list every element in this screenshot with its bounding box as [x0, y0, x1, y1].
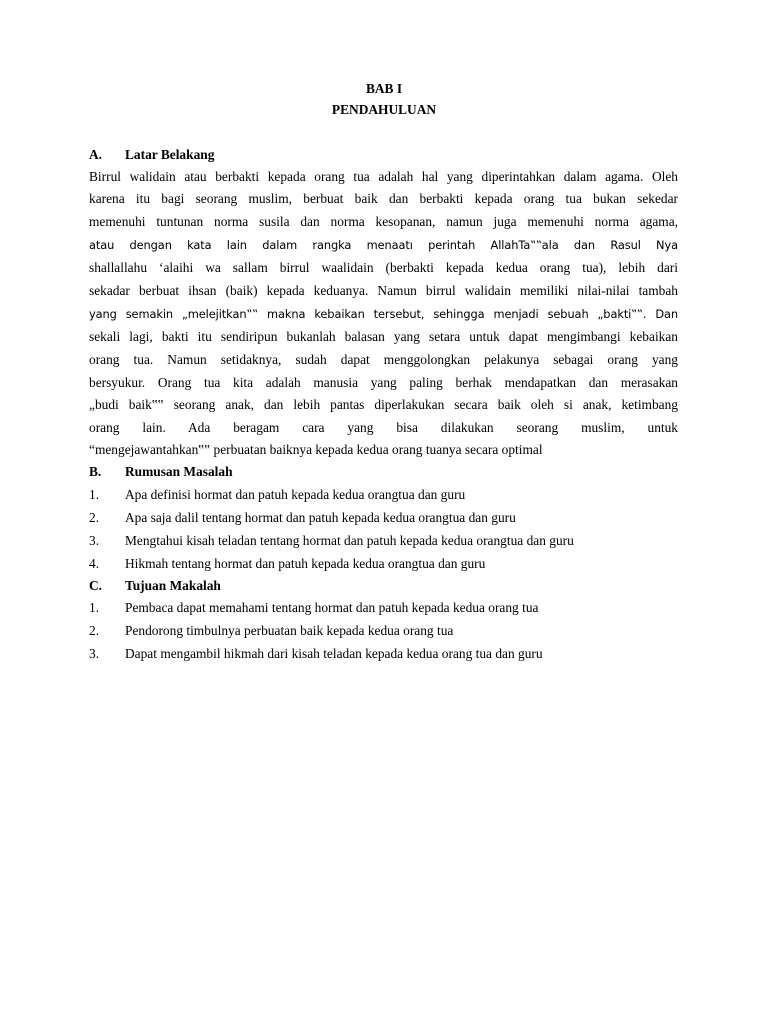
paragraph-line: atau dengan kata lain dalam rangka menaatı perintah AllahTa‟‟ala dan Rasul Nya	[89, 238, 678, 252]
chapter-title: PENDAHULUAN	[331, 102, 437, 117]
section-c-letter: C.	[89, 578, 103, 593]
list-number: 3.	[89, 533, 100, 548]
section-b-letter: B.	[89, 464, 102, 479]
list-number: 4.	[89, 556, 100, 571]
list-number: 2.	[89, 623, 100, 638]
list-item	[89, 533, 574, 549]
list-text: Pembaca dapat memahami tentang hormat dan patuh kepada kedua orang tua	[125, 600, 539, 615]
list-item	[89, 600, 538, 616]
paragraph-line: shallallahu ‘alaihi wa sallam birrul waalidain (berbakti kepada kedua orang tua), lebih dari	[89, 260, 678, 275]
list-item	[89, 623, 453, 639]
section-a-letter: A.	[89, 147, 103, 162]
paragraph-line: „budi baik‟‟ seorang anak, dan lebih pantas diperlakukan secara baik oleh si anak, ketimbang	[89, 397, 678, 412]
paragraph-line: orang tua. Namun setidaknya, sudah dapat menggolongkan pelakunya sebagai orang yang	[89, 352, 678, 367]
paragraph-line: Birrul walidain atau berbakti kepada orang tua adalah hal yang diperintahkan dalam agama. Oleh	[89, 169, 678, 184]
paragraph-line: orang lain. Ada beragam cara yang bisa dilakukan seorang muslim, untuk	[89, 420, 678, 435]
list-item	[89, 510, 516, 526]
list-number: 2.	[89, 510, 100, 525]
list-item	[89, 556, 485, 572]
section-c-heading	[89, 578, 221, 594]
paragraph-line: sekadar berbuat ihsan (baik) kepada keduanya. Namun birrul walidain memiliki nilai-nilai tambah	[89, 283, 678, 298]
list-text: Apa definisi hormat dan patuh kepada kedua orangtua dan guru	[125, 487, 466, 502]
paragraph-line: karena itu bagi seorang muslim, berbuat baik dan berbakti kepada orang tua bukan sekedar	[89, 191, 678, 206]
list-item	[89, 487, 465, 503]
list-text: Pendorong timbulnya perbuatan baik kepada kedua orang tua	[125, 623, 454, 638]
paragraph-line: sekali lagi, bakti itu sendiripun bukanlah balasan yang setara untuk dapat mengimbangi kebaikan	[89, 329, 678, 344]
list-number: 1.	[89, 487, 100, 502]
chapter-number: BAB I	[365, 81, 403, 96]
paragraph-line: bersyukur. Orang tua kita adalah manusia yang paling berhak mendapatkan dan merasakan	[89, 375, 678, 390]
paragraph-line: memenuhi tuntunan norma susila dan norma kesopanan, namun juga memenuhi norma agama,	[89, 214, 678, 229]
section-b-heading	[89, 464, 233, 480]
list-item	[89, 646, 543, 662]
list-text: Hikmah tentang hormat dan patuh kepada kedua orangtua dan guru	[125, 556, 486, 571]
paragraph-line: “mengejawantahkan‟‟ perbuatan baiknya kepada kedua orang tuanya secara optimal	[89, 442, 543, 457]
list-text: Apa saja dalil tentang hormat dan patuh kepada kedua orangtua dan guru	[125, 510, 516, 525]
section-b-title: Rumusan Masalah	[125, 464, 233, 479]
section-c-title: Tujuan Makalah	[125, 578, 221, 593]
list-number: 1.	[89, 600, 100, 615]
section-a-heading	[89, 147, 214, 163]
paragraph-line: yang semakin „melejitkan‟‟ makna kebaikan tersebut, sehingga menjadi sebuah „bakti‟‟. Dan	[89, 307, 678, 321]
list-text: Dapat mengambil hikmah dari kisah teladan kepada kedua orang tua dan guru	[125, 646, 543, 661]
list-text: Mengtahui kisah teladan tentang hormat dan patuh kepada kedua orangtua dan guru	[125, 533, 574, 548]
section-a-title: Latar Belakang	[125, 147, 215, 162]
list-number: 3.	[89, 646, 100, 661]
